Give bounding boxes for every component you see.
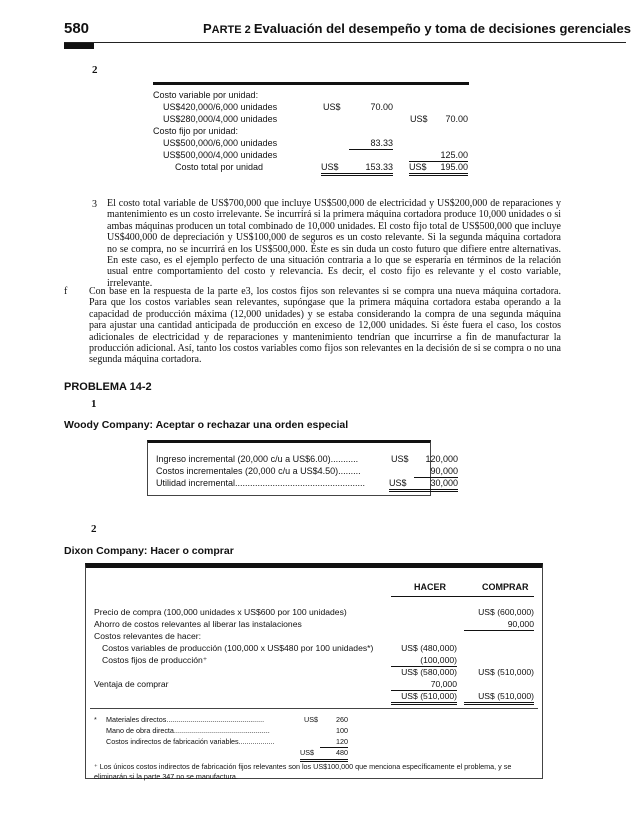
- footnote-row: US$ 480: [94, 747, 534, 759]
- part-number-2: 2: [91, 523, 97, 535]
- problem-heading: PROBLEMA 14-2: [64, 381, 152, 393]
- table-row: Utilidad incremental.................................................... US$ 30,000: [156, 477, 420, 489]
- paragraph-e3: El costo total variable de US$700,000 que incluye US$500,000 de electricidad y US$200,000 de reparaciones y mantenimiento es un costo irrelevante. Se incurrirá si la primera máquina cortadora produce 10,000 unidades o si ambas máquinas producen un total combinado de 10,000 unidades. El costo fijo total de US$500,000 que incluye US$400,000 de depreciación y US$100,000 de seguros es un costo relevante. Si la segunda máquina cortadora no se compra, no se incurrirá en los US$500,000. Éste es sin duda un costo futuro que difiere entre alternativas. En este caso, es el ejemplo perfecto de una situación contraria a lo que se esperaría en términos de la relación usual entre comportamiento del costo y relevancia. Es decir, el costo fijo es relevante y el costo variable, irrelevante.: [107, 198, 561, 289]
- table-row: US$280,000/4,000 unidades US$ 70.00: [163, 114, 468, 124]
- table-top-bar: [153, 82, 469, 85]
- running-head: [203, 21, 631, 36]
- running-title: Evaluación del desempeño y toma de decisiones gerenciales: [253, 21, 632, 36]
- table-row: Ahorro de costos relevantes al liberar las instalaciones 90,000: [94, 619, 534, 629]
- table-row: Costos variables de producción (100,000 x US$480 por 100 unidades*) US$ (480,000): [102, 643, 457, 653]
- table-row: Costo variable por unidad:: [153, 90, 259, 100]
- header-rule: [391, 596, 534, 597]
- footnote-row: Costos indirectos de fabricación variables.................. 120: [106, 737, 348, 746]
- table-row: Costos incrementales (20,000 c/u a US$4.50)......... 90,000: [156, 466, 458, 476]
- table-row: Costos relevantes de hacer:: [94, 631, 202, 641]
- part-rest: ARTE 2: [211, 24, 254, 36]
- paragraph-f: Con base en la respuesta de la parte e3, los costos fijos son relevantes si se compra una nueva máquina cortadora. Para que los costos variables sean relevantes, supóngase que la primera máquina cortadora estaba operando a la capacidad de producción máxima (12,000 unidades) y se estaba considerando la compra de una segunda máquina para ajustar una cantidad anticipada de producción en exceso de 12,000 unidades. Si éste fuera el caso, los costos adicionales de electricidad y de reparaciones y mantenimiento tendrían que incurrirse a fin de manufacturar la producción adicional. Así, tanto los costos variables como fijos son relevantes en la decisión de si se compra o no una segunda máquina cortadora.: [89, 286, 561, 366]
- unit-cost-table: [153, 82, 469, 173]
- table-row: Ventaja de comprar 70,000: [94, 679, 457, 689]
- table-row: US$420,000/6,000 unidades US$ 70.00: [163, 102, 393, 112]
- footnote-plus: ⁺ Los únicos costos indirectos de fabricación fijos relevantes son los US$100,000 que menciona específicamente el problema, y se eliminarán si la parte 347 no se manufactura.: [94, 762, 512, 781]
- footnote-row: * Materiales directos................................................. US$ 260: [94, 715, 348, 724]
- footnote-row: Mano de obra directa................................................ 100: [106, 726, 348, 735]
- header-comprar: COMPRAR: [482, 582, 529, 592]
- woody-table: [147, 440, 458, 496]
- table-row: Costo total por unidad US$ 153.33 US$ 195.00: [153, 161, 469, 173]
- dixon-title: Dixon Company: Hacer o comprar: [64, 545, 234, 557]
- woody-title: Woody Company: Aceptar o rechazar una orden especial: [64, 419, 349, 431]
- table-row: US$500,000/6,000 unidades 83.33: [163, 138, 393, 148]
- table-row: US$ (580,000) US$ (510,000): [401, 667, 534, 677]
- footnote-rule: [90, 708, 538, 709]
- table-row: Costos fijos de producción⁺ (100,000): [102, 655, 457, 665]
- table-row: Ingreso incremental (20,000 c/u a US$6.00)........... US$ 120,000: [156, 454, 458, 464]
- table-row: US$500,000/4,000 unidades 125.00: [163, 150, 468, 160]
- item-number-2: 2: [92, 64, 98, 76]
- header-hacer: HACER: [414, 582, 447, 592]
- item-number-3: 3: [92, 199, 97, 210]
- part-prefix: P: [203, 21, 212, 36]
- header-rule: [64, 42, 626, 43]
- page-number: 580: [64, 20, 90, 37]
- header-marker: [64, 43, 94, 49]
- part-number-1: 1: [91, 398, 97, 410]
- table-row: US$ (510,000) US$ (510,000): [94, 690, 534, 702]
- item-letter-f: f: [64, 286, 68, 297]
- dixon-table: [85, 563, 543, 779]
- table-row: Precio de compra (100,000 unidades x US$600 por 100 unidades) US$ (600,000): [94, 607, 534, 617]
- table-row: Costo fijo por unidad:: [153, 126, 239, 136]
